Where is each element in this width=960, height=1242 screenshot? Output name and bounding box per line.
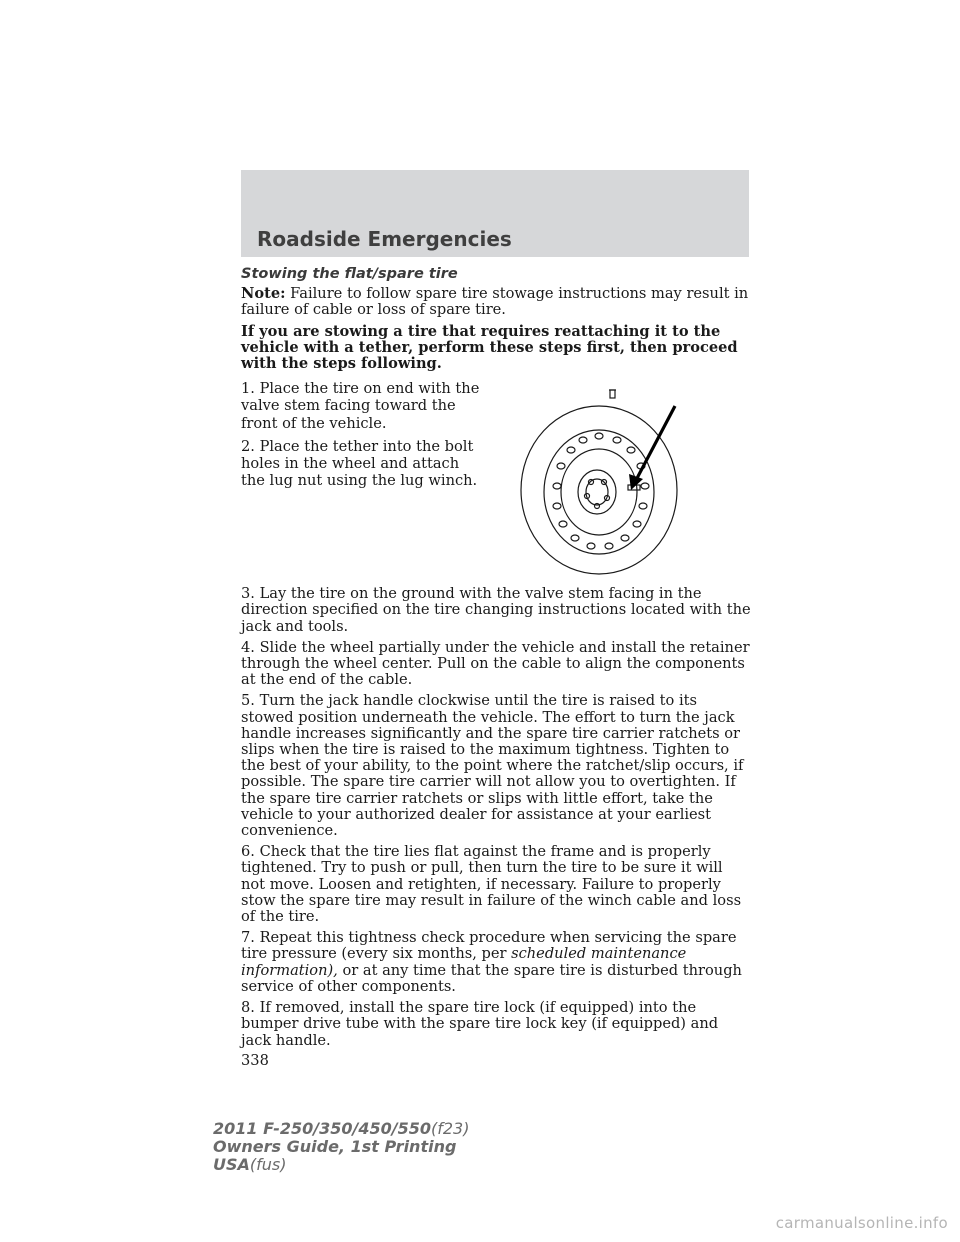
footer-line-region — [213, 1156, 469, 1174]
step-2: 2. Place the tether into the bolt holes in the wheel and attach the lug nut using the lug winch. — [241, 437, 478, 490]
step-7-text-end: or at any time that the spare tire is disturbed through service of other components. — [241, 961, 742, 995]
note-paragraph — [241, 286, 751, 318]
step-8: 8. If removed, install the spare tire lock (if equipped) into the bumper drive tube with the spare tire lock key (if equipped) and jack handle. — [241, 999, 719, 1049]
footer-region: USA — [213, 1155, 250, 1174]
step-7 — [241, 930, 751, 995]
footer-line-model — [213, 1120, 469, 1138]
steps-with-figure — [241, 378, 751, 578]
step-7-text-start: 7. Repeat this tightness check procedure when servicing the spare tire pressure (every six months, per — [241, 929, 737, 963]
tether-intro: If you are stowing a tire that requires reattaching it to the vehicle with a tether, perform these steps first, then proceed with the steps following. — [241, 322, 738, 373]
page-number: 338 — [241, 1051, 269, 1069]
footer-line-guide — [213, 1138, 469, 1156]
subsection-heading: Stowing the flat/spare tire — [241, 266, 458, 282]
note-text: Failure to follow spare tire stowage instructions may result in failure of cable or loss of spare tire. — [241, 285, 749, 319]
footer-region-code: (fus) — [249, 1155, 287, 1174]
site-watermark: carmanualsonline.info — [775, 1214, 948, 1232]
section-header-band — [241, 170, 749, 257]
footer-guide: Owners Guide, 1st Printing — [213, 1137, 457, 1156]
footer-model: 2011 F-250/350/450/550 — [213, 1119, 431, 1138]
step-3: 3. Lay the tire on the ground with the valve stem facing in the direction specified on the tire changing instructions located with the jack and tools. — [241, 585, 751, 635]
step-6: 6. Check that the tire lies flat against the frame and is properly tightened. Try to push or pull, then turn the tire to be sure it will not move. Loosen and retighten, if necessary. Failure to properly stow the spare tire may result in failure of the winch cable and loss of the tire. — [241, 843, 742, 926]
page-content — [241, 266, 751, 1074]
section-title: Roadside Emergencies — [257, 227, 512, 251]
document-footer — [213, 1120, 469, 1174]
spare-tire-illustration — [507, 378, 737, 578]
maintenance-reference: scheduled maintenance information), — [241, 945, 687, 979]
step-1: 1. Place the tire on end with the valve stem facing toward the front of the vehicle. — [241, 380, 480, 432]
steps-column — [241, 378, 483, 578]
step-5: 5. Turn the jack handle clockwise until the tire is raised to its stowed position underneath the vehicle. The effort to turn the jack handle increases significantly and the spare tire carrier ratchets or slips when the tire is raised to the maximum tightness. Tighten to the best of your ability, to the point where the ratchet/slip occurs, if possible. The spare tire carrier will not allow you to overtighten. If the spare tire carrier ratchets or slips with little effort, take the vehicle to your authorized dealer for assistance at your earliest convenience. — [241, 692, 744, 840]
note-label: Note: — [241, 285, 286, 303]
step-4: 4. Slide the wheel partially under the vehicle and install the retainer through the wheel center. Pull on the cable to align the components at the end of the cable. — [241, 638, 750, 689]
footer-model-code: (f23) — [431, 1119, 470, 1138]
